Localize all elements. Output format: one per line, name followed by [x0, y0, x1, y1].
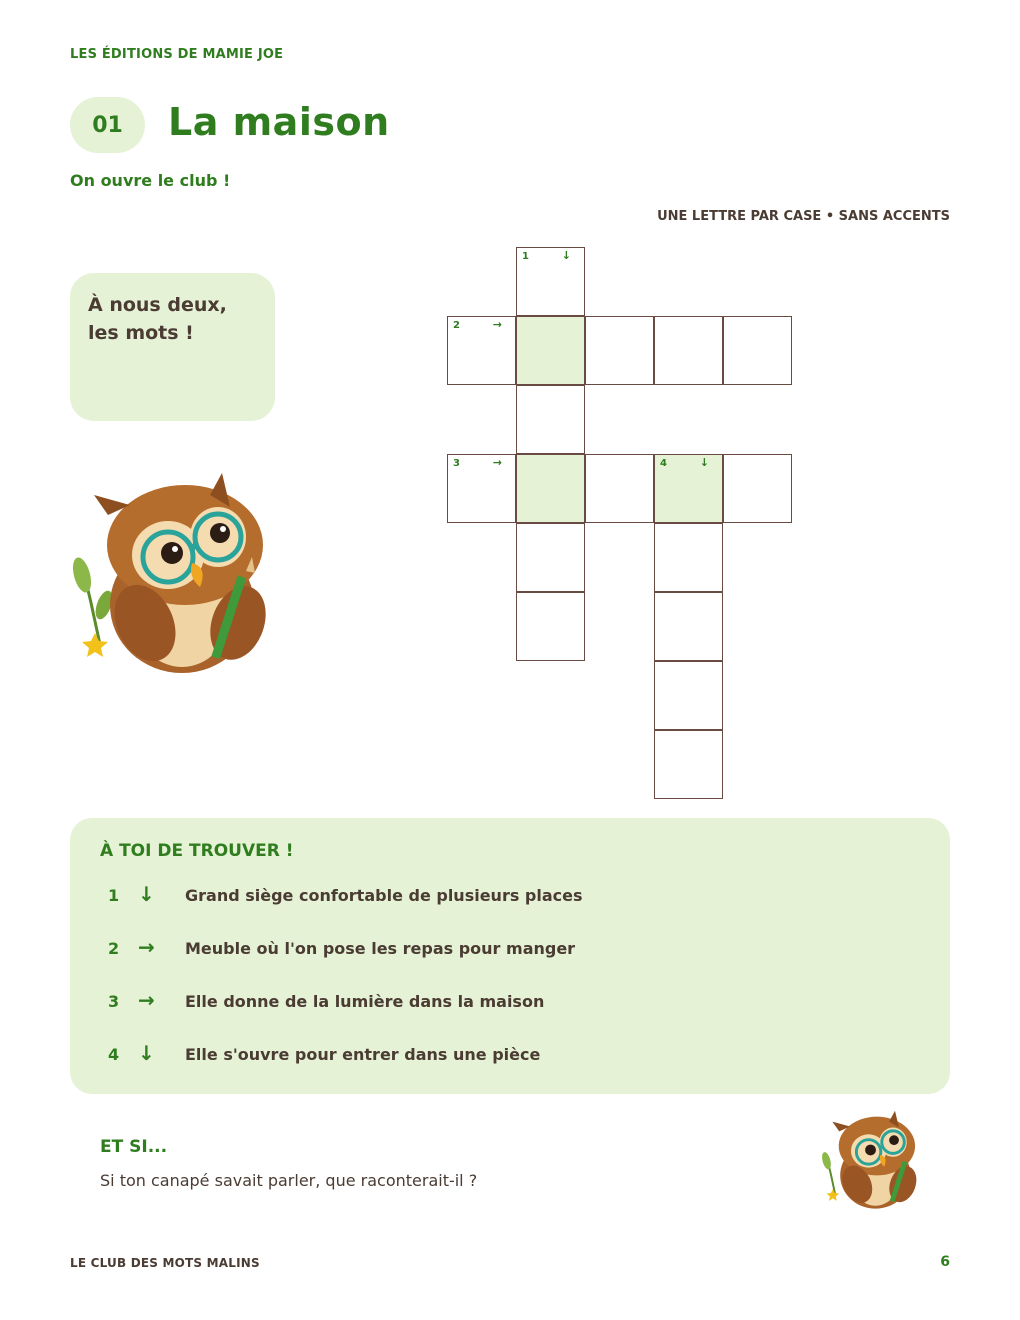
arrow-down-icon: ↓: [561, 249, 571, 262]
footer-series-name: LE CLUB DES MOTS MALINS: [70, 1256, 260, 1270]
grid-instructions: UNE LETTRE PAR CASE • SANS ACCENTS: [657, 209, 950, 224]
grid-cell[interactable]: [585, 316, 654, 385]
grid-cell[interactable]: [516, 592, 585, 661]
cell-number: 4: [660, 458, 667, 469]
owl-mascot-icon: [70, 455, 280, 690]
grid-cell[interactable]: [723, 454, 792, 523]
arrow-down-icon: ↓: [138, 1041, 155, 1065]
crossword-grid: [447, 247, 793, 799]
cell-number: 2: [453, 320, 460, 331]
grid-cell[interactable]: [654, 523, 723, 592]
page-number: 6: [940, 1254, 950, 1270]
owl-mascot-small-icon: [812, 1102, 932, 1217]
cell-number: 3: [453, 458, 460, 469]
speech-bubble: À nous deux, les mots !: [70, 273, 275, 421]
clue-number: 3: [108, 992, 120, 1011]
clues-title: À TOI DE TROUVER !: [100, 841, 294, 861]
publisher-name: LES ÉDITIONS DE MAMIE JOE: [70, 47, 284, 62]
arrow-right-icon: →: [492, 318, 502, 331]
arrow-right-icon: →: [138, 935, 155, 959]
clue-item: [100, 986, 920, 1022]
grid-cell[interactable]: [654, 661, 723, 730]
grid-cell[interactable]: [654, 454, 723, 523]
grid-cell[interactable]: [723, 316, 792, 385]
arrow-down-icon: ↓: [699, 456, 709, 469]
grid-cell[interactable]: [516, 454, 585, 523]
grid-cell[interactable]: [516, 316, 585, 385]
grid-cell[interactable]: [654, 316, 723, 385]
clue-text: Meuble où l'on pose les repas pour manger: [185, 939, 576, 958]
clue-number: 1: [108, 886, 120, 905]
clue-text: Grand siège confortable de plusieurs places: [185, 886, 583, 905]
clue-number: 4: [108, 1045, 120, 1064]
cell-number: 1: [522, 251, 529, 262]
grid-cell[interactable]: [516, 247, 585, 316]
etsi-question: Si ton canapé savait parler, que raconterait-il ?: [100, 1171, 478, 1190]
clue-number: 2: [108, 939, 120, 958]
page-subtitle: On ouvre le club !: [70, 171, 231, 190]
grid-cell[interactable]: [654, 592, 723, 661]
grid-cell[interactable]: [654, 730, 723, 799]
arrow-right-icon: →: [138, 988, 155, 1012]
chapter-number-badge: 01: [70, 97, 145, 153]
clue-text: Elle s'ouvre pour entrer dans une pièce: [185, 1045, 541, 1064]
clue-item: [100, 933, 920, 969]
clue-text: Elle donne de la lumière dans la maison: [185, 992, 545, 1011]
arrow-right-icon: →: [492, 456, 502, 469]
grid-cell[interactable]: [516, 385, 585, 454]
page-title: La maison: [168, 100, 390, 144]
arrow-down-icon: ↓: [138, 882, 155, 906]
clue-item: [100, 1039, 920, 1075]
grid-cell[interactable]: [585, 454, 654, 523]
grid-cell[interactable]: [447, 316, 516, 385]
clue-item: [100, 880, 920, 916]
grid-cell[interactable]: [447, 454, 516, 523]
grid-cell[interactable]: [516, 523, 585, 592]
etsi-title: ET SI...: [100, 1137, 168, 1157]
